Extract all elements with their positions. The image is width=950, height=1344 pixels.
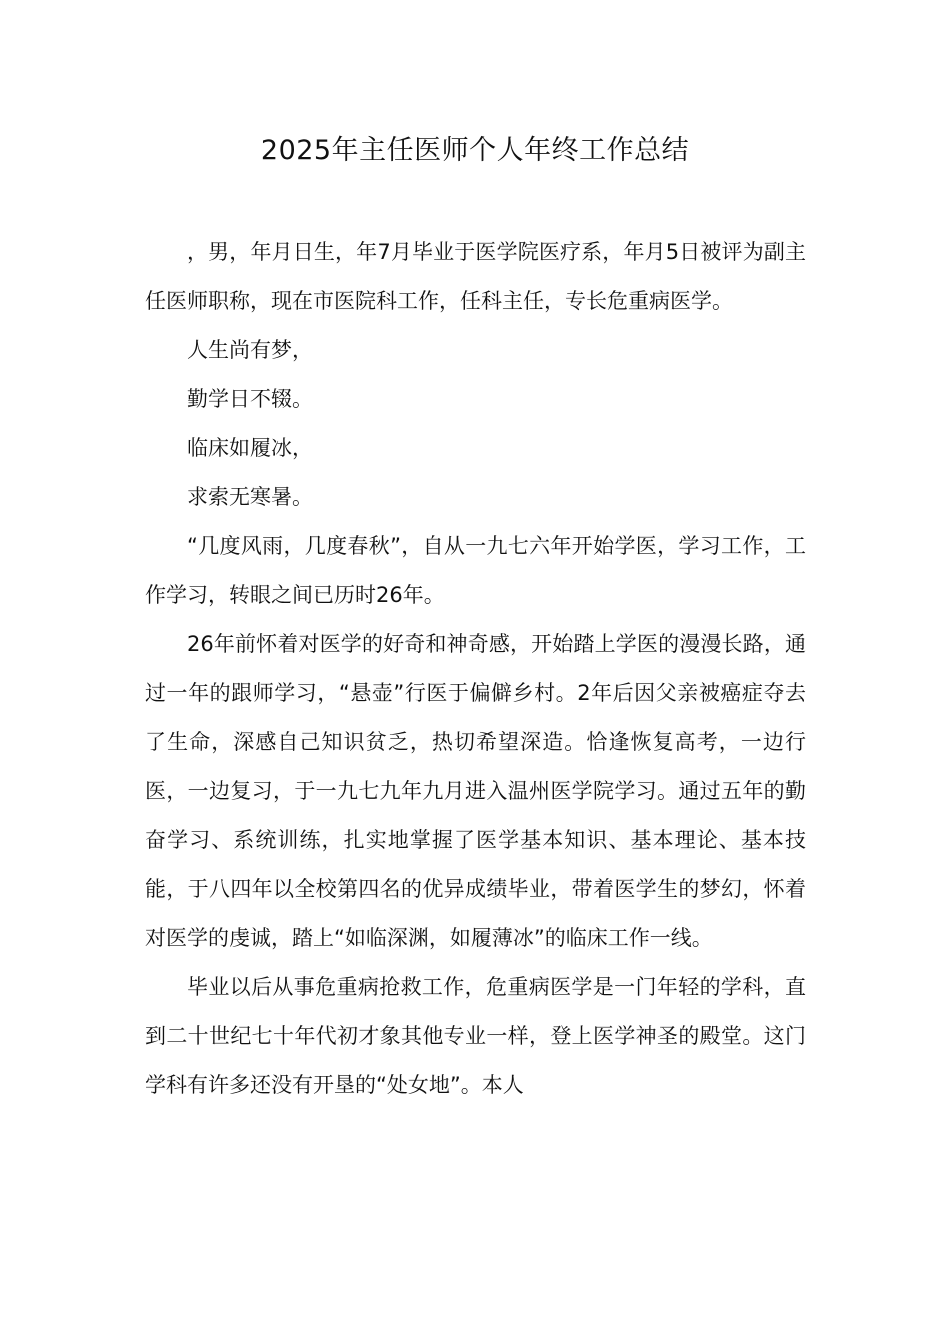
poem-line-2: 勤学日不辍。 [187,387,313,411]
document-title: 2025年主任医师个人年终工作总结 [260,135,690,166]
paragraph-intro: ，男，年月日生，年7月毕业于医学院医疗系，年月5日被评为副主任医师职称，现在市医院科工作，任科主任，专长危重病医学。 [145,240,806,313]
poem-line-1: 人生尚有梦， [187,338,313,362]
poem-line-4: 求索无寒暑。 [187,485,313,509]
paragraph-career: 毕业以后从事危重病抢救工作，危重病医学是一门年轻的学科，直到二十世纪七十年代初才象其他专业一样，登上医学神圣的殿堂。这门学科有许多还没有开垦的“处女地”。本人 [145,975,806,1097]
document-body [145,228,806,1110]
poem-line-3: 临床如履冰， [187,436,313,460]
paragraph-years: “几度风雨，几度春秋”，自从一九七六年开始学医，学习工作，工作学习，转眼之间已历时26年。 [145,534,806,607]
paragraph-study: 26年前怀着对医学的好奇和神奇感，开始踏上学医的漫漫长路，通过一年的跟师学习，“悬壶”行医于偏僻乡村。2年后因父亲被癌症夺去了生命，深感自己知识贫乏，热切希望深造。恰逢恢复高考，一边行医，一边复习，于一九七九年九月进入温州医学院学习。通过五年的勤奋学习、系统训练，扎实地掌握了医学基本知识、基本理论、基本技能，于八四年以全校第四名的优异成绩毕业，带着医学生的梦幻，怀着对医学的虔诚，踏上“如临深渊，如履薄冰”的临床工作一线。 [145,632,806,950]
